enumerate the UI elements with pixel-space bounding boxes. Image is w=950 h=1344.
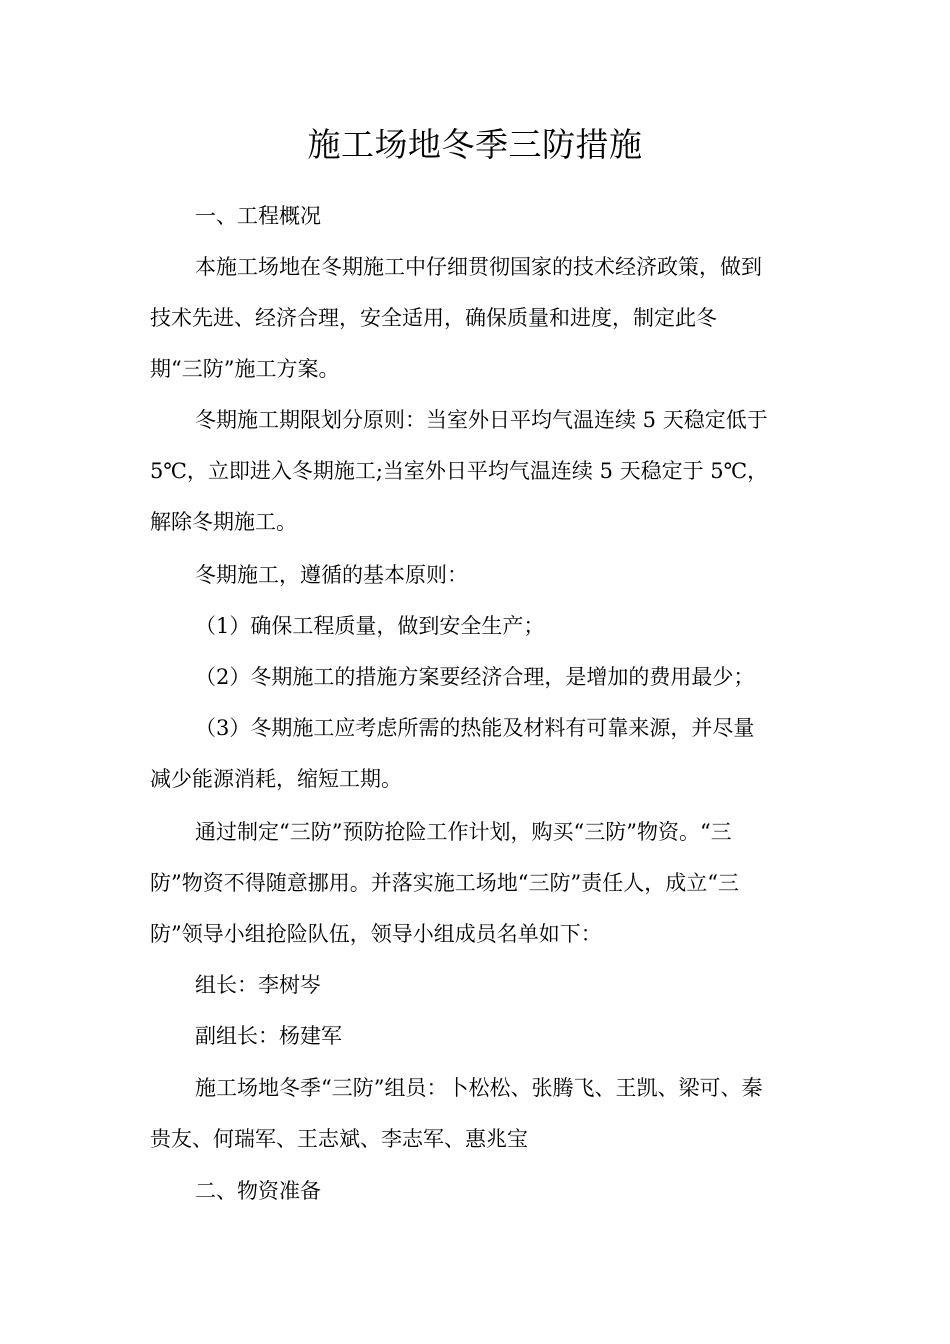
- paragraph-line: 冬期施工期限划分原则：当室外日平均气温连续 5 天稳定低于: [195, 408, 768, 432]
- paragraph-line: 防”领导小组抢险队伍，领导小组成员名单如下：: [150, 922, 602, 946]
- paragraph-line: 5℃，立即进入冬期施工;当室外日平均气温连续 5 天稳定于 5℃，: [150, 459, 769, 483]
- team-leader: 组长：李树岑: [195, 973, 321, 997]
- page-title: 施工场地冬季三防措施: [307, 125, 643, 164]
- list-item: （3）冬期施工应考虑所需的热能及材料有可靠来源，并尽量: [195, 716, 755, 740]
- team-members: 贵友、何瑞军、王志斌、李志军、惠兆宝: [150, 1127, 528, 1151]
- paragraph-line: 解除冬期施工。: [150, 510, 297, 534]
- list-item: （2）冬期施工的措施方案要经济合理，是增加的费用最少；: [195, 665, 755, 689]
- section-heading-overview: 一、工程概况: [195, 204, 321, 228]
- paragraph-line: 减少能源消耗，缩短工期。: [150, 767, 402, 791]
- paragraph-line: 本施工场地在冬期施工中仔细贯彻国家的技术经济政策，做到: [195, 255, 762, 279]
- paragraph-line: 冬期施工，遵循的基本原则：: [195, 563, 468, 587]
- section-heading-materials: 二、物资准备: [195, 1179, 321, 1203]
- paragraph-line: 技术先进、经济合理，安全适用，确保质量和进度，制定此冬: [150, 306, 717, 330]
- paragraph-line: 通过制定“三防”预防抢险工作计划，购买“三防”物资。“三: [195, 820, 732, 844]
- team-members: 施工场地冬季“三防”组员：卜松松、张腾飞、王凯、梁可、秦: [195, 1076, 763, 1100]
- team-deputy-leader: 副组长：杨建军: [195, 1024, 342, 1048]
- paragraph-line: 期“三防”施工方案。: [150, 357, 340, 381]
- paragraph-line: 防”物资不得随意挪用。并落实施工场地“三防”责任人，成立“三: [150, 871, 739, 895]
- list-item: （1）确保工程质量，做到安全生产；: [195, 614, 545, 638]
